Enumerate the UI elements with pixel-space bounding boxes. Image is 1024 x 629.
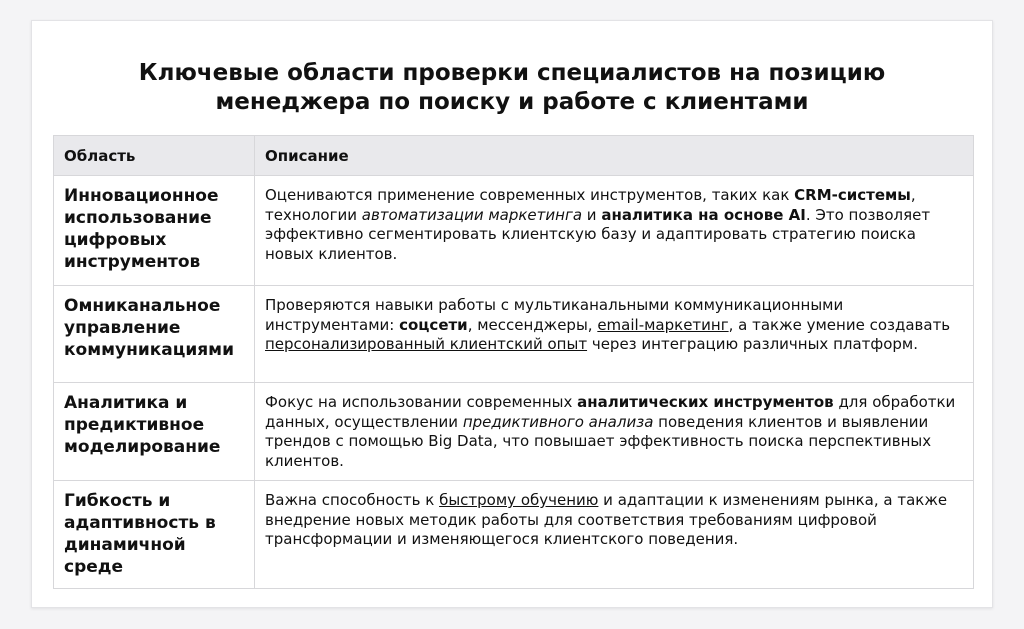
- desc-text: и: [582, 205, 602, 224]
- desc-bold: аналитических инструментов: [577, 393, 834, 411]
- area-line: использование: [64, 208, 212, 228]
- area-cell: [54, 286, 255, 383]
- table-header-row: [54, 136, 974, 176]
- desc-text: для обработки данных, осуществлении: [265, 393, 956, 431]
- area-line: Омниканальное: [64, 296, 221, 316]
- area-line: среде: [64, 557, 124, 577]
- desc-underline: быстрому обучению: [439, 491, 599, 509]
- areas-table: [53, 135, 974, 589]
- desc-text: , мессенджеры,: [467, 315, 598, 334]
- header-description: Описание: [255, 136, 974, 176]
- desc-bold: CRM-системы: [794, 186, 911, 204]
- desc-text: , технологии: [265, 186, 916, 224]
- desc-italic: автоматизации маркетинга: [361, 205, 583, 224]
- area-line: динамичной: [64, 535, 186, 555]
- desc-text: , а также умение создавать: [728, 315, 951, 334]
- area-cell: [54, 176, 255, 286]
- table-row: [54, 383, 974, 481]
- desc-text: Проверяются навыки работы с мультиканальными коммуникационными инструментами:: [265, 296, 844, 334]
- desc-bold: аналитика на основе AI: [601, 205, 806, 224]
- description-cell: [255, 176, 974, 286]
- area-line: адаптивность в: [64, 513, 216, 533]
- desc-text: Оцениваются применение современных инструментов, таких как: [265, 186, 795, 204]
- document-card: [31, 20, 993, 608]
- desc-text: поведения клиентов и выявлении трендов с помощью Big Data, что повышает эффективность поиска перспективных клиентов.: [265, 412, 932, 470]
- area-line: Аналитика и: [64, 393, 188, 413]
- area-line: коммуникациями: [64, 340, 234, 360]
- page-title: [32, 59, 992, 117]
- header-area: Область: [54, 136, 255, 176]
- area-cell: [54, 481, 255, 589]
- desc-underline: email-маркетинг: [597, 315, 729, 334]
- table-row: [54, 481, 974, 589]
- desc-bold: соцсети: [399, 315, 468, 334]
- desc-text: Важна способность к: [265, 491, 440, 509]
- desc-underline: персонализированный клиентский опыт: [265, 335, 588, 353]
- desc-italic: предиктивного анализа: [462, 412, 654, 431]
- description-cell: [255, 286, 974, 383]
- desc-text: . Это позволяет эффективно сегментировать клиентскую базу и адаптировать стратегию поиска новых клиентов.: [265, 205, 931, 263]
- description-cell: [255, 383, 974, 481]
- desc-text: Фокус на использовании современных: [265, 393, 578, 411]
- desc-text: и адаптации к изменениям рынка, а также внедрение новых методик работы для соответствия требованиям цифровой трансформации и изменяющегося клиентского поведения.: [265, 491, 948, 548]
- area-line: управление: [64, 318, 181, 338]
- area-cell: [54, 383, 255, 481]
- table-row: [54, 286, 974, 383]
- area-line: цифровых: [64, 230, 167, 250]
- area-line: Инновационное: [64, 186, 219, 206]
- area-line: Гибкость и: [64, 491, 171, 511]
- title-line-2: менеджера по поиску и работе с клиентами: [215, 89, 809, 115]
- area-line: предиктивное: [64, 415, 205, 435]
- area-line: моделирование: [64, 437, 221, 457]
- area-line: инструментов: [64, 252, 201, 272]
- table-row: [54, 176, 974, 286]
- title-line-1: Ключевые области проверки специалистов на позицию: [138, 60, 886, 86]
- description-cell: [255, 481, 974, 589]
- desc-text: через интеграцию различных платформ.: [587, 335, 918, 353]
